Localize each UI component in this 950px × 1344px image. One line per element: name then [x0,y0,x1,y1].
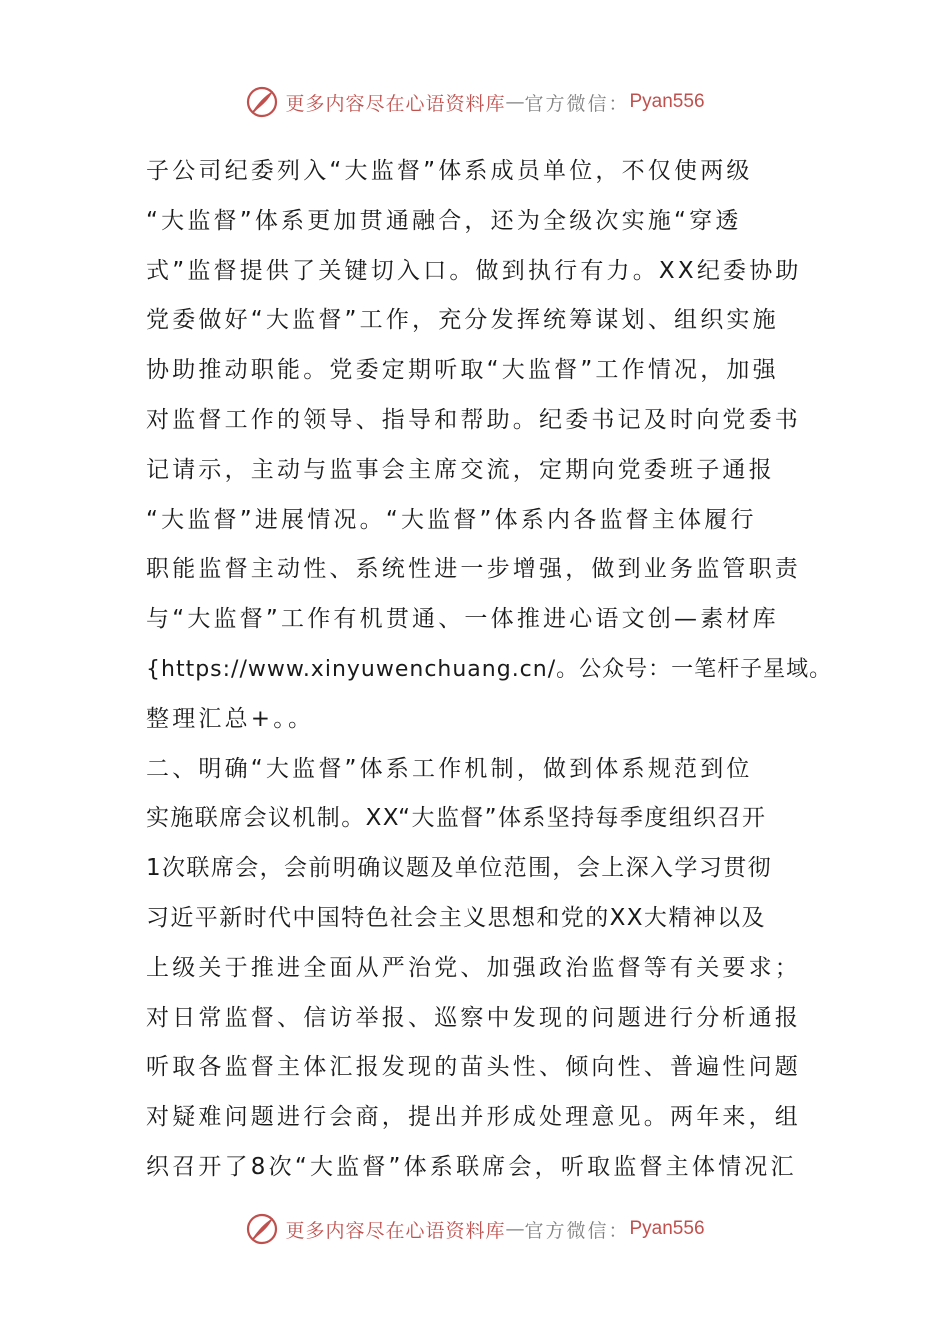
body-line: 对疑难问题进行会商，提出并形成处理意见。两年来，组 [146,1104,801,1131]
body-line: 职能监督主动性、系统性进一步增强，做到业务监管职责 [146,556,801,583]
quill-logo-icon [245,85,279,119]
document-body [146,147,836,1193]
body-line: 协助推动职能。党委定期听取“大监督”工作情况，加强 [146,357,779,384]
banner-slogan: 更多内容尽在心语资料库 [285,1219,506,1242]
body-line: “大监督”体系更加贯通融合，还为全级次实施“穿透 [146,207,742,234]
body-line: 整理汇总+。。 [146,705,315,732]
body-line: 听取各监督主体汇报发现的苗头性、倾向性、普遍性问题 [146,1054,801,1081]
section-heading: 二、明确“大监督”体系工作机制，做到体系规范到位 [146,755,753,782]
body-line: 与“大监督”工作有机贯通、一体推进心语文创—素材库 [146,606,779,633]
body-line: 记请示，主动与监事会主席交流，定期向党委班子通报 [146,456,775,483]
banner-wechat-id: Pyan556 [629,1218,705,1239]
banner-dash: — [505,91,525,113]
body-line: 子公司纪委列入“大监督”体系成员单位，不仅使两级 [146,158,753,184]
body-line-url: {https://www.xinyuwenchuang.cn/。公众号：一笔杆子星域。 [146,656,833,682]
banner-dash: — [505,1218,525,1240]
body-line: “大监督”进展情况。“大监督”体系内各监督主体履行 [146,506,757,533]
body-line: 织召开了8次“大监督”体系联席会，听取监督主体情况汇 [146,1153,797,1180]
body-line: 式”监督提供了关键切入口。做到执行有力。XX纪委协助 [146,257,802,284]
banner-wechat-label: 官方微信： [524,92,630,115]
banner-wechat-id: Pyan556 [629,91,705,112]
body-line: 对日常监督、信访举报、巡察中发现的问题进行分析通报 [146,1004,801,1031]
banner-wechat-label: 官方微信： [524,1219,630,1242]
footer-banner [0,1209,950,1249]
body-line: 对监督工作的领导、指导和帮助。纪委书记及时向党委书 [146,406,801,433]
body-line: 实施联席会议机制。XX“大监督”体系坚持每季度组织召开 [146,805,767,832]
body-line: 1次联席会，会前明确议题及单位范围，会上深入学习贯彻 [146,855,773,882]
body-line: 习近平新时代中国特色社会主义思想和党的XX大精神以及 [146,904,766,931]
body-line: 党委做好“大监督”工作，充分发挥统筹谋划、组织实施 [146,307,779,334]
header-banner [0,82,950,122]
body-line: 上级关于推进全面从严治党、加强政治监督等有关要求； [146,954,801,981]
quill-logo-icon [245,1212,279,1246]
banner-slogan: 更多内容尽在心语资料库 [285,92,506,115]
